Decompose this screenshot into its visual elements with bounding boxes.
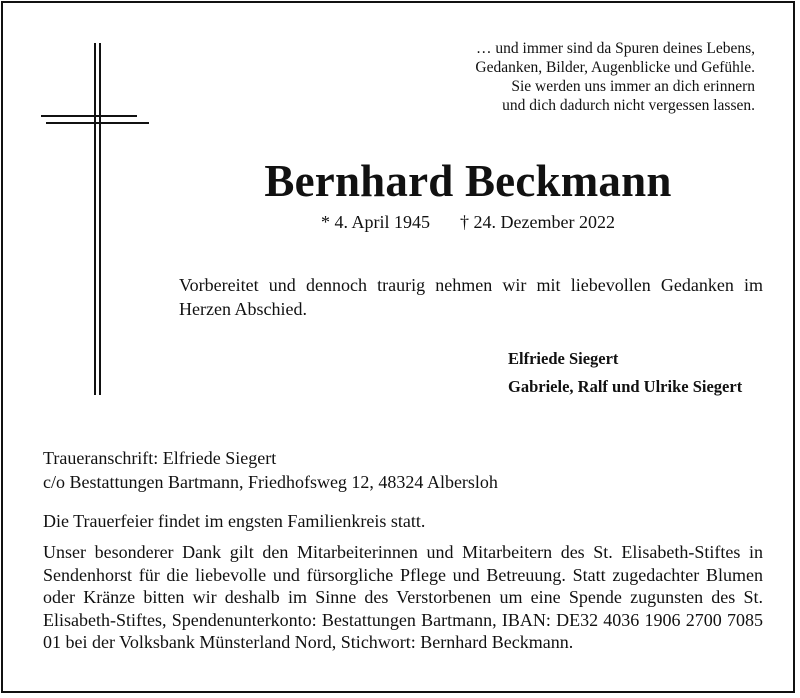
death-date: † 24. Dezember 2022 <box>460 212 615 232</box>
mourning-address <box>43 446 763 494</box>
thanks-paragraph: Unser besonderer Dank gilt den Mitarbeiterinnen und Mitarbeitern des St. Elisabeth-Stiftes in Sendenhorst für die liebevolle und fürsorgliche Pflege und Betreuung. Statt zugedachter Blumen oder Kränze bitten wir deshalb im Sinne des Verstorbenen um eine Spende zugunsten des St. Elisabeth-Stiftes, Spendenunterkonto: Bestattungen Bartmann, IBAN: DE32 4036 1906 2700 7085 01 bei der Volksbank Münsterland Nord, Stichwort: Bernhard Beckmann. <box>43 542 763 652</box>
signatory: Elfriede Siegert <box>508 349 619 368</box>
poem-line: Sie werden uns immer an dich erinnern <box>511 78 755 95</box>
address-line: Traueranschrift: Elfriede Siegert <box>43 448 277 468</box>
memorial-poem <box>355 39 755 115</box>
poem-line: Gedanken, Bilder, Augenblicke und Gefühle. <box>475 59 755 76</box>
life-dates <box>173 210 763 234</box>
address-line: c/o Bestattungen Bartmann, Friedhofsweg 12, 48324 Albersloh <box>43 472 498 492</box>
signatories <box>508 345 742 401</box>
birth-date: * 4. April 1945 <box>321 212 431 232</box>
poem-line: … und immer sind da Spuren deines Lebens, <box>476 40 755 57</box>
funeral-note: Die Trauerfeier findet im engsten Familienkreis statt. <box>43 511 426 531</box>
poem-line: und dich dadurch nicht vergessen lassen. <box>502 97 755 114</box>
farewell-message: Vorbereitet und dennoch traurig nehmen wir mit liebevollen Gedanken im Herzen Abschied. <box>179 275 763 319</box>
obituary-notice <box>1 1 795 693</box>
signatory: Gabriele, Ralf und Ulrike Siegert <box>508 377 743 396</box>
deceased-name: Bernhard Beckmann <box>264 156 672 206</box>
cross-icon <box>41 43 151 398</box>
